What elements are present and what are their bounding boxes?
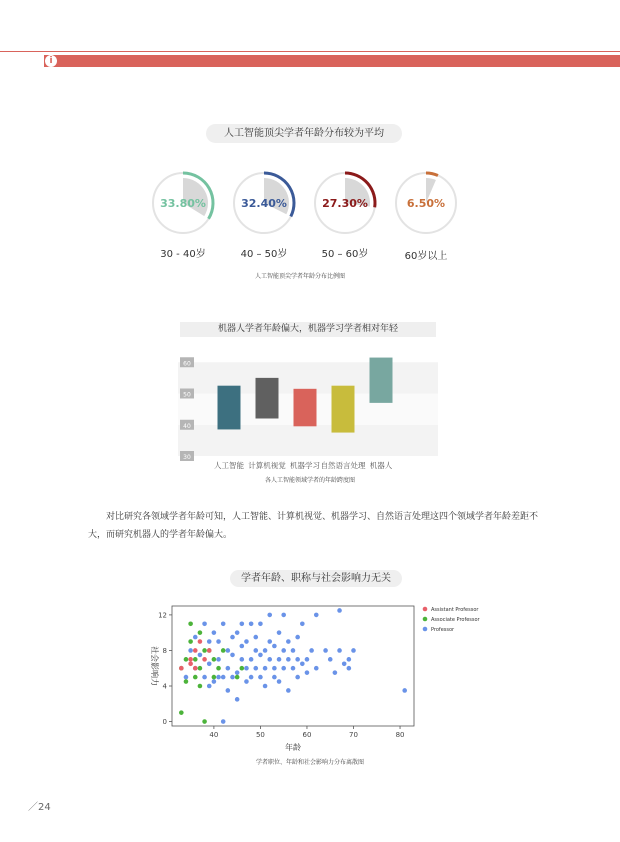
- scatter-point: [193, 648, 198, 653]
- scatter-point: [193, 635, 198, 640]
- scatter-point: [314, 613, 319, 618]
- scatter-point: [281, 648, 286, 653]
- scatter-point: [328, 657, 333, 662]
- scatter-point: [272, 644, 277, 649]
- scatter-point: [295, 657, 300, 662]
- scatter-point: [188, 639, 193, 644]
- scatter-point: [188, 621, 193, 626]
- range-bar: [218, 386, 241, 430]
- range-bar: [256, 378, 279, 419]
- scatter-point: [212, 657, 217, 662]
- header-bar: [44, 55, 620, 67]
- scatter-point: [235, 675, 240, 680]
- category-label: 计算机视觉: [248, 461, 286, 470]
- y-tick-label: 0: [162, 718, 167, 727]
- section1-caption: 人工智能顶尖学者年龄分布比例图: [254, 273, 345, 280]
- legend-label: Assistant Professor: [431, 607, 479, 613]
- scatter-point: [286, 657, 291, 662]
- scatter-point: [249, 675, 254, 680]
- scatter-point: [235, 670, 240, 675]
- scatter-point: [300, 661, 305, 666]
- scatter-point: [337, 608, 342, 613]
- scatter-point: [184, 679, 189, 684]
- scatter-point: [253, 666, 258, 671]
- ring-value-label: 32.40%: [241, 197, 287, 210]
- ring-value-label: 27.30%: [322, 197, 368, 210]
- scatter-point: [221, 621, 226, 626]
- scatter-point: [244, 666, 249, 671]
- ring-age-label: 30 - 40岁: [160, 249, 206, 260]
- scatter-point: [226, 648, 231, 653]
- category-label: 自然语言处理: [320, 461, 366, 470]
- scatter-point: [202, 719, 207, 724]
- x-tick-label: 70: [349, 731, 358, 739]
- scatter-point: [277, 679, 282, 684]
- legend-marker: [423, 617, 428, 622]
- x-axis-label: 年龄: [285, 743, 301, 752]
- category-label: 机器人: [369, 461, 393, 470]
- scatter-point: [207, 684, 212, 689]
- scatter-point: [309, 648, 314, 653]
- ring-value-label: 33.80%: [160, 197, 206, 210]
- scatter-point: [221, 719, 226, 724]
- legend-marker: [423, 607, 428, 612]
- scatter-point: [212, 675, 217, 680]
- y-tick-label: 60: [183, 360, 191, 368]
- scatter-point: [291, 648, 296, 653]
- scatter-point: [193, 675, 198, 680]
- page-number-value: 24: [38, 802, 51, 813]
- category-label: 人工智能: [214, 461, 244, 470]
- ring-charts: [140, 165, 480, 245]
- page-number: [28, 798, 51, 813]
- scatter-point: [281, 666, 286, 671]
- ring-age-label: 50 – 60岁: [321, 249, 369, 260]
- section1-title: 人工智能顶尖学者年龄分布较为平均: [206, 124, 402, 143]
- info-icon: i: [45, 55, 57, 67]
- y-tick-label: 30: [183, 454, 191, 461]
- y-tick-label: 8: [162, 646, 167, 655]
- ring-age-label: 40 – 50岁: [240, 249, 288, 260]
- scatter-point: [202, 648, 207, 653]
- scatter-point: [193, 657, 198, 662]
- scatter-point: [305, 657, 310, 662]
- scatter-point: [337, 648, 342, 653]
- scatter-point: [267, 639, 272, 644]
- scatter-point: [198, 653, 203, 658]
- scatter-point: [226, 688, 231, 693]
- x-tick-label: 40: [209, 731, 219, 739]
- scatter-point: [263, 666, 268, 671]
- y-axis-label: 社会影响力: [150, 646, 159, 686]
- scatter-point: [184, 657, 189, 662]
- scatter-point: [216, 639, 221, 644]
- scatter-point: [342, 661, 347, 666]
- scatter-point: [221, 675, 226, 680]
- scatter-point: [286, 688, 291, 693]
- scatter-point: [240, 666, 245, 671]
- scatter-point: [277, 657, 282, 662]
- scatter-point: [295, 635, 300, 640]
- scatter-point: [402, 688, 407, 693]
- scatter-point: [188, 648, 193, 653]
- scatter-point: [216, 675, 221, 680]
- scatter-point: [267, 613, 272, 618]
- scatter-point: [263, 648, 268, 653]
- section2-title: 机器人学者年龄偏大，机器学习学者相对年轻: [180, 322, 436, 337]
- scatter-point: [291, 666, 296, 671]
- ring-value-label: 6.50%: [406, 197, 446, 210]
- y-tick-label: 50: [183, 391, 191, 399]
- category-label: 机器学习: [290, 461, 320, 470]
- x-tick-label: 80: [395, 731, 405, 739]
- range-bar: [294, 389, 317, 427]
- scatter-point: [347, 657, 352, 662]
- x-tick-label: 60: [302, 731, 312, 739]
- scatter-point: [202, 621, 207, 626]
- scatter-point: [207, 639, 212, 644]
- scatter-point: [258, 653, 263, 658]
- scatter-point: [314, 666, 319, 671]
- scatter-point: [216, 657, 221, 662]
- scatter-point: [258, 675, 263, 680]
- scatter-point: [235, 630, 240, 635]
- scatter-point: [253, 648, 258, 653]
- scatter-point: [272, 666, 277, 671]
- scatter-point: [230, 635, 235, 640]
- scatter-point: [226, 666, 231, 671]
- header-line: [0, 51, 620, 52]
- scatter-point: [305, 670, 310, 675]
- scatter-point: [253, 635, 258, 640]
- scatter-point: [198, 639, 203, 644]
- scatter-point: [244, 679, 249, 684]
- range-bar: [370, 358, 393, 403]
- slash-icon: ／: [28, 802, 38, 813]
- scatter-point: [179, 710, 184, 715]
- scatter-point: [198, 666, 203, 671]
- grid-band: [178, 422, 438, 456]
- scatter-point: [184, 675, 189, 680]
- scatter-chart: [140, 598, 490, 754]
- scatter-point: [347, 666, 352, 671]
- scatter-point: [272, 675, 277, 680]
- scatter-point: [230, 675, 235, 680]
- section3-caption: 学者职位、年龄和社会影响力分布离散图: [255, 759, 364, 766]
- scatter-point: [212, 630, 217, 635]
- scatter-point: [188, 661, 193, 666]
- scatter-point: [230, 653, 235, 658]
- scatter-point: [263, 684, 268, 689]
- scatter-point: [193, 666, 198, 671]
- scatter-point: [323, 648, 328, 653]
- y-tick-label: 40: [183, 422, 191, 430]
- age-range-chart: [178, 352, 438, 474]
- scatter-point: [240, 644, 245, 649]
- scatter-point: [351, 648, 356, 653]
- scatter-point: [286, 639, 291, 644]
- x-tick-label: 50: [255, 731, 265, 739]
- scatter-point: [244, 639, 249, 644]
- scatter-point: [249, 657, 254, 662]
- y-tick-label: 4: [162, 682, 167, 691]
- scatter-point: [198, 630, 203, 635]
- scatter-point: [240, 657, 245, 662]
- scatter-point: [179, 666, 184, 671]
- scatter-point: [300, 621, 305, 626]
- legend-marker: [423, 627, 428, 632]
- scatter-point: [207, 661, 212, 666]
- y-tick-label: 12: [158, 611, 167, 620]
- legend-label: Professor: [431, 627, 455, 633]
- scatter-point: [277, 630, 282, 635]
- ring-age-label: 60岁以上: [404, 251, 448, 262]
- body-paragraph: 对比研究各领域学者年龄可知，人工智能、计算机视觉、机器学习、自然语言处理这四个领域学者年龄差距不大，而研究机器人的学者年龄偏大。: [88, 512, 539, 540]
- scatter-point: [295, 675, 300, 680]
- scatter-point: [281, 613, 286, 618]
- scatter-point: [240, 621, 245, 626]
- range-bar: [332, 386, 355, 433]
- scatter-point: [333, 670, 338, 675]
- scatter-point: [207, 648, 212, 653]
- scatter-point: [212, 679, 217, 684]
- scatter-point: [202, 657, 207, 662]
- scatter-point: [221, 648, 226, 653]
- section3-title: 学者年龄、职称与社会影响力无关: [230, 570, 402, 587]
- scatter-point: [258, 621, 263, 626]
- scatter-point: [267, 657, 272, 662]
- scatter-point: [198, 684, 203, 689]
- scatter-point: [249, 621, 254, 626]
- scatter-point: [235, 697, 240, 702]
- scatter-point: [188, 657, 193, 662]
- section2-caption: 各人工智能领域学者的年龄跨度图: [264, 477, 355, 484]
- legend-label: Associate Professor: [431, 617, 480, 623]
- scatter-point: [202, 675, 207, 680]
- scatter-point: [216, 666, 221, 671]
